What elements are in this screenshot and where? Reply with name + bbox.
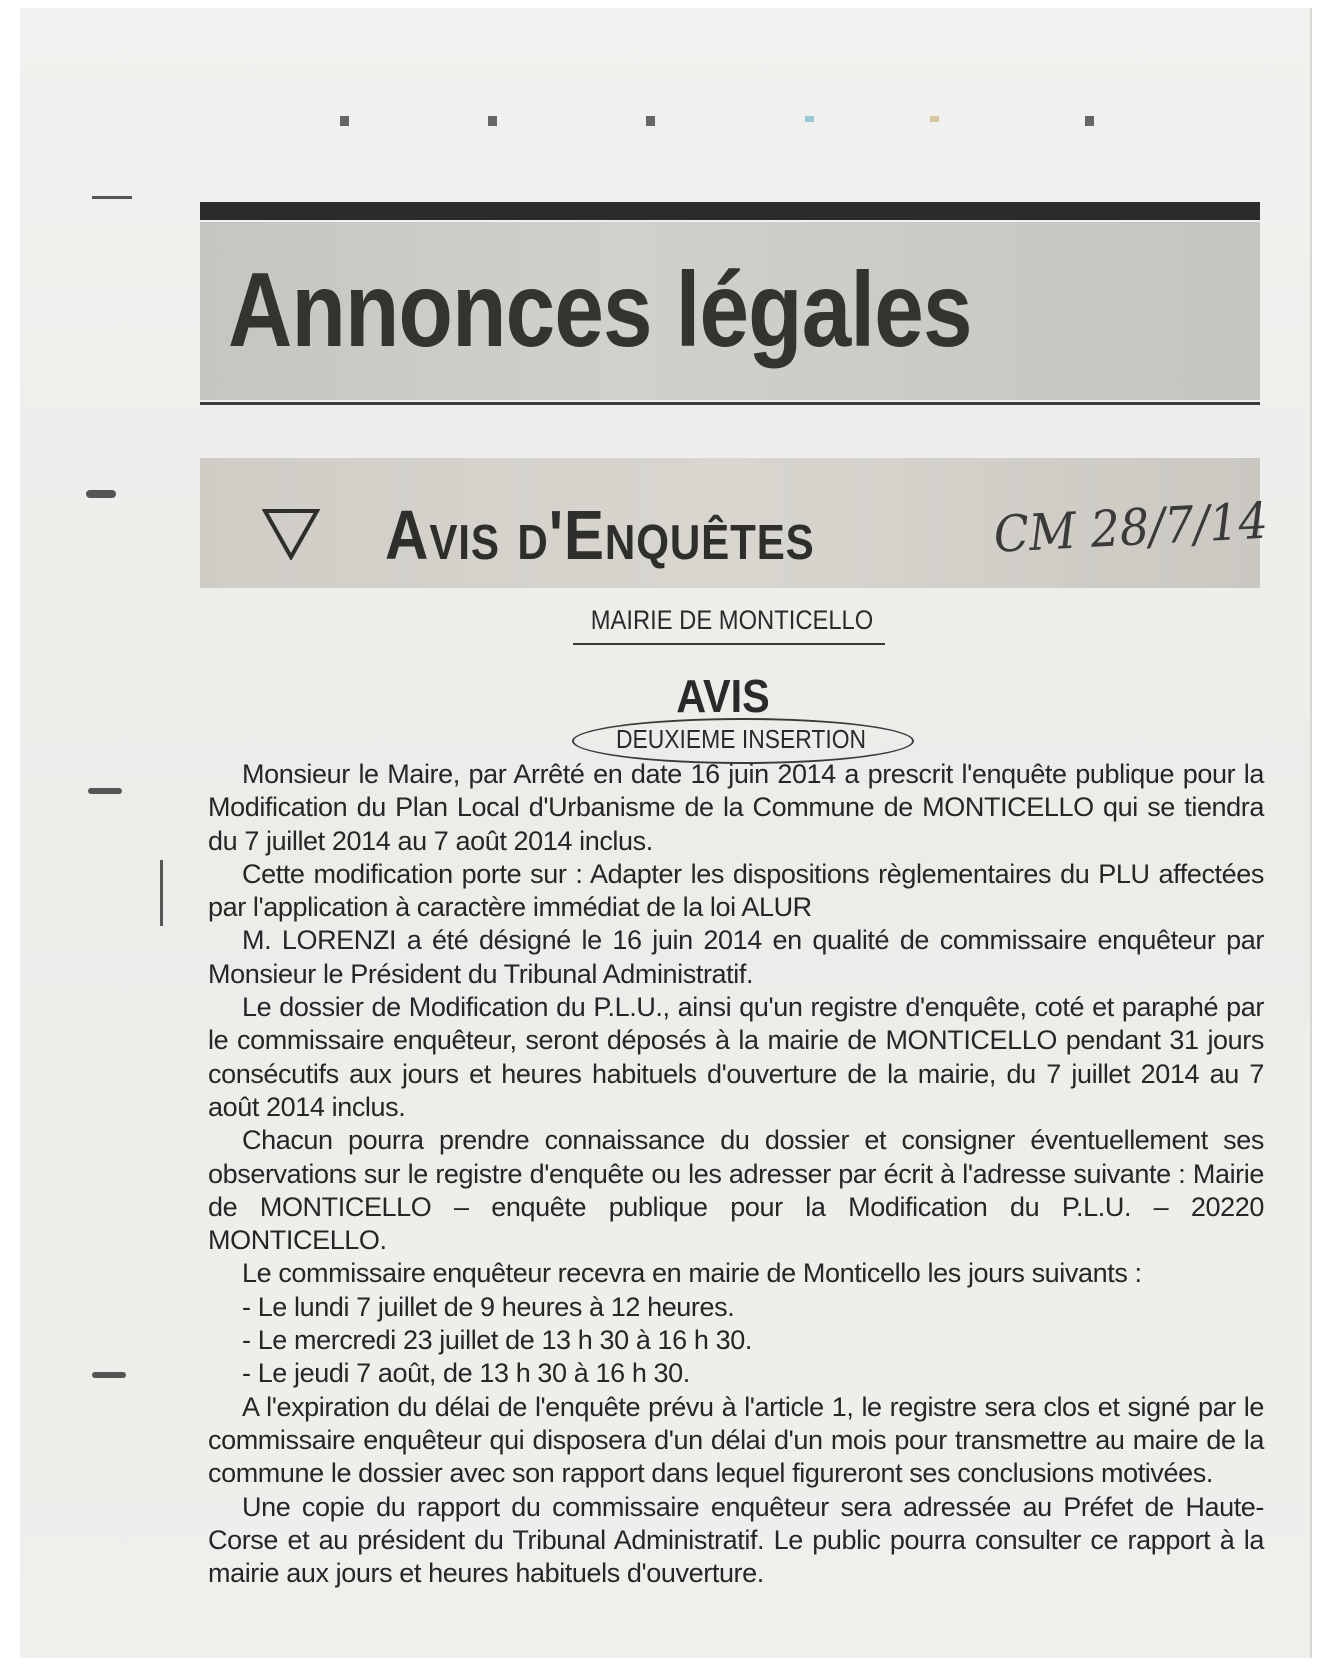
registration-mark — [340, 116, 349, 126]
scan-speck — [86, 490, 116, 498]
schedule-item: - Le mercredi 23 juillet de 13 h 30 à 16 h 30. — [242, 1325, 752, 1356]
handwritten-note: CM 28/7/14 — [992, 491, 1270, 564]
notice-paragraph: Une copie du rapport du commissaire enquêteur sera adressée au Préfet de Haute-Corse et au président du Tribunal Administratif. Le public pourra consulter ce rapport à la mairie aux jours et heures habituels d'ouverture. — [208, 1491, 1264, 1589]
registration-mark — [488, 116, 497, 126]
notice-paragraph: Chacun pourra prendre connaissance du dossier et consigner éventuellement ses observations sur le registre d'enquête ou les adresser par écrit à l'adresse suivante : Mairie de MONTICELLO – enquête publique pour la Modification du P.L.U. – 20220 MONTICELLO. — [208, 1125, 1264, 1256]
registration-mark — [930, 116, 939, 122]
scan-speck — [92, 1372, 126, 1378]
section-title: Avis d'Enquêtes — [385, 496, 815, 574]
notice-issuer: MAIRIE DE MONTICELLO — [590, 605, 874, 635]
notice-paragraph: Cette modification porte sur : Adapter les dispositions règlementaires du PLU affectées par l'application à caractère immédiat de la loi ALUR — [208, 858, 1264, 923]
registration-mark — [646, 116, 655, 126]
schedule-item: - Le jeudi 7 août, de 13 h 30 à 16 h 30. — [242, 1358, 690, 1389]
header-top-rule — [200, 202, 1260, 220]
notice-paragraph: Monsieur le Maire, par Arrêté en date 16 juin 2014 a prescrit l'enquête publique pour la Modification du Plan Local d'Urbanisme de la Commune de MONTICELLO qui se tiendra du 7 juillet 2014 au 7 août 2014 inclus. — [208, 759, 1264, 856]
notice-paragraph: Le dossier de Modification du P.L.U., ainsi qu'un registre d'enquête, coté et paraphé par le commissaire enquêteur, seront déposés à la mairie de MONTICELLO pendant 31 jours consécutifs aux jours et heures habituels d'ouverture de la mairie, du 7 juillet 2014 au 7 août 2014 inclus. — [208, 992, 1264, 1122]
notice-paragraph: M. LORENZI a été désigné le 16 juin 2014 en qualité de commissaire enquêteur par Monsieur le Président du Tribunal Administratif. — [208, 925, 1264, 989]
notice-body — [208, 758, 1264, 1590]
notice-paragraph: Le commissaire enquêteur recevra en mairie de Monticello les jours suivants : — [242, 1258, 1142, 1289]
print-registration-marks — [340, 116, 1180, 128]
notice-heading: AVIS — [676, 670, 770, 722]
notice-paragraph: A l'expiration du délai de l'enquête prévu à l'article 1, le registre sera clos et signé par le commissaire enquêteur qui disposera d'un délai d'un mois pour transmettre au maire de la commune le dossier avec son rapport dans lequel figureront ses conclusions motivées. — [208, 1391, 1264, 1489]
scan-speck — [88, 788, 122, 794]
triangle-down-icon — [262, 508, 320, 560]
header-bottom-rule — [200, 402, 1260, 405]
registration-mark — [805, 116, 814, 122]
scan-speck — [92, 196, 132, 199]
schedule-item: - Le lundi 7 juillet de 9 heures à 12 heures. — [242, 1291, 735, 1322]
notice-subheading: DEUXIEME INSERTION — [615, 724, 867, 754]
page-title: Annonces légales — [228, 251, 972, 369]
scan-speck — [160, 860, 163, 926]
issuer-underline — [573, 643, 885, 645]
registration-mark — [1085, 116, 1094, 126]
